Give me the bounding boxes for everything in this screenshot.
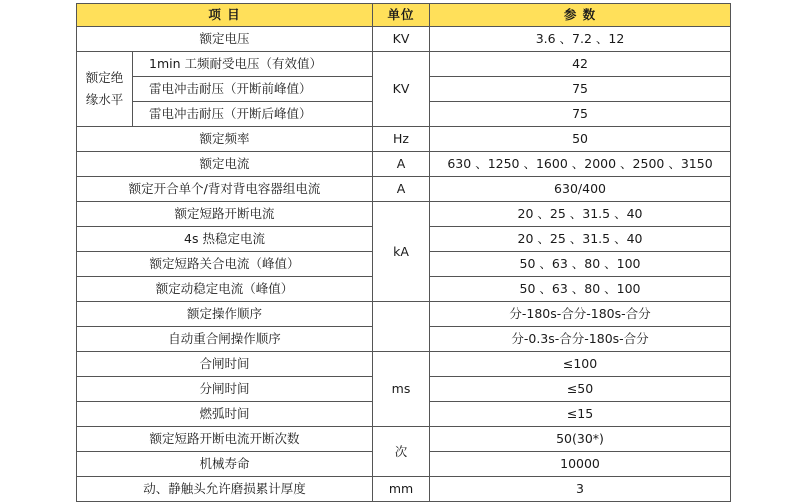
row-value: 10000 xyxy=(430,452,731,477)
row-unit: mm xyxy=(373,477,430,502)
row-unit: kA xyxy=(373,202,430,302)
row-unit: 次 xyxy=(373,427,430,477)
row-label: 雷电冲击耐压（开断后峰值） xyxy=(133,102,373,127)
row-label: 机械寿命 xyxy=(77,452,373,477)
row-unit xyxy=(373,302,430,352)
row-label: 4s 热稳定电流 xyxy=(77,227,373,252)
table-row xyxy=(77,302,731,327)
row-label: 燃弧时间 xyxy=(77,402,373,427)
table-row xyxy=(77,127,731,152)
table-row xyxy=(77,27,731,52)
row-unit: A xyxy=(373,177,430,202)
row-label: 分闸时间 xyxy=(77,377,373,402)
spec-table xyxy=(76,3,731,502)
row-value: 20 、25 、31.5 、40 xyxy=(430,202,731,227)
row-label: 额定动稳定电流（峰值） xyxy=(77,277,373,302)
table-row xyxy=(77,152,731,177)
row-value: 50 xyxy=(430,127,731,152)
row-value: 75 xyxy=(430,102,731,127)
row-label: 额定短路开断电流开断次数 xyxy=(77,427,373,452)
row-label: 额定开合单个/背对背电容器组电流 xyxy=(77,177,373,202)
row-value: 630/400 xyxy=(430,177,731,202)
row-unit: ms xyxy=(373,352,430,427)
header-unit: 单位 xyxy=(373,4,430,27)
header-row xyxy=(77,4,731,27)
table-row xyxy=(77,52,731,77)
table-row xyxy=(77,427,731,452)
row-label: 额定电流 xyxy=(77,152,373,177)
row-label: 额定操作顺序 xyxy=(77,302,373,327)
row-value: ≤15 xyxy=(430,402,731,427)
row-label: 额定频率 xyxy=(77,127,373,152)
row-unit: KV xyxy=(373,27,430,52)
row-value: 分-180s-合分-180s-合分 xyxy=(430,302,731,327)
row-value: 630 、1250 、1600 、2000 、2500 、3150 xyxy=(430,152,731,177)
row-unit: Hz xyxy=(373,127,430,152)
row-label: 额定短路开断电流 xyxy=(77,202,373,227)
row-value: 50 、63 、80 、100 xyxy=(430,277,731,302)
row-value: 50(30*) xyxy=(430,427,731,452)
header-params: 参 数 xyxy=(430,4,731,27)
row-unit: A xyxy=(373,152,430,177)
table-row xyxy=(77,477,731,502)
row-value: 3.6 、7.2 、12 xyxy=(430,27,731,52)
row-unit: KV xyxy=(373,52,430,127)
row-label: 动、静触头允许磨损累计厚度 xyxy=(77,477,373,502)
table-row xyxy=(77,202,731,227)
table-row xyxy=(77,352,731,377)
row-value: ≤50 xyxy=(430,377,731,402)
row-label: 雷电冲击耐压（开断前峰值） xyxy=(133,77,373,102)
row-label: 自动重合闸操作顺序 xyxy=(77,327,373,352)
row-label: 合闸时间 xyxy=(77,352,373,377)
row-value: 分-0.3s-合分-180s-合分 xyxy=(430,327,731,352)
group-label: 额定绝缘水平 xyxy=(77,52,133,127)
header-item: 项 目 xyxy=(77,4,373,27)
row-label: 额定短路关合电流（峰值） xyxy=(77,252,373,277)
row-value: ≤100 xyxy=(430,352,731,377)
row-label: 额定电压 xyxy=(77,27,373,52)
row-label: 1min 工频耐受电压（有效值） xyxy=(133,52,373,77)
row-value: 42 xyxy=(430,52,731,77)
row-value: 75 xyxy=(430,77,731,102)
table-row xyxy=(77,177,731,202)
row-value: 3 xyxy=(430,477,731,502)
row-value: 50 、63 、80 、100 xyxy=(430,252,731,277)
row-value: 20 、25 、31.5 、40 xyxy=(430,227,731,252)
